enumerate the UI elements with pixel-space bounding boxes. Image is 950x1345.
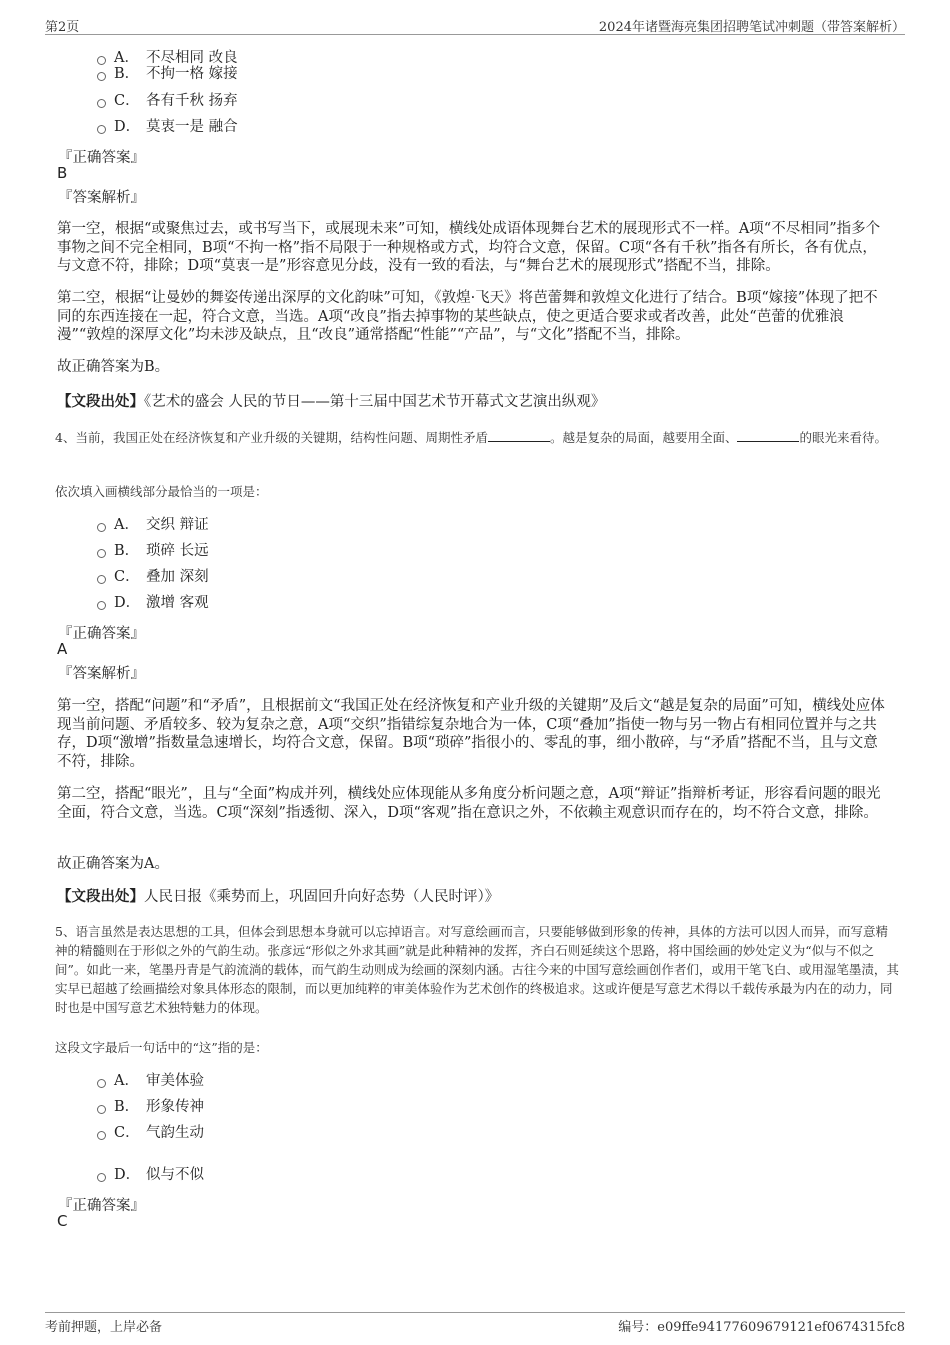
q4-option-d[interactable]: D． 激增 客观 xyxy=(97,592,209,614)
q4-prompt: 依次填入画横线部分最恰当的一项是： xyxy=(55,484,268,499)
page-number: 第2页 xyxy=(45,20,80,35)
q5-stem: 5、语言虽然是表达思想的工具，但体会到思想本身就可以忘掉语言。对写意绘画而言，只要能够做到形象的传神，具体的方法可以因人而异，而写意精神的精髓则在于形似之外的气韵生动。张彦远“形似之外求其画”就是此种精神的发挥，齐白石则延续这个思路，将中国绘画的妙处定义为“似与不似之间”。如此一来，笔墨丹青是气韵流淌的载体，而气韵生动则成为绘画的深刻内涵。古往今来的中国写意绘画创作者们，或用干笔飞白、或用湿笔墨渍，其实早已超越了绘画描绘对象具体形态的限制，而以更加纯粹的审美体验作为艺术创作的终极追求。这或许便是写意艺术得以千载传承最为内在的动力，同时也是中国写意艺术独特魅力的体现。 xyxy=(55,924,899,1015)
q3-option-c[interactable]: C． 各有千秋 扬弃 xyxy=(97,90,238,112)
source-label: 【文段出处】 xyxy=(57,888,144,905)
q5-answer: C xyxy=(57,1212,68,1230)
q5-option-b[interactable]: B． 形象传神 xyxy=(97,1096,204,1118)
q4-option-b[interactable]: B． 琐碎 长远 xyxy=(97,540,209,562)
q4-stem: 4、当前，我国正处在经济恢复和产业升级的关键期，结构性问题、周期性矛盾 。越是复杂的局面，越要用全面、 的眼光来看待。 xyxy=(55,430,887,445)
q3-analysis-paragraph-2: 第二空，根据“让曼妙的舞姿传递出深厚的文化韵味”可知，《敦煌·飞天》将芭蕾舞和敦煌文化进行了结合。B项“嫁接”体现了把不同的东西连接在一起，符合文意，当选。A项“改良”指去掉事物的某些缺点，使之更适合要求或者改善，此处“芭蕾的优雅浪漫”“敦煌的深厚文化”均未涉及缺点，且“改良”通常搭配“性能”“产品”，与“文化”搭配不当，排除。 xyxy=(57,290,878,343)
radio-icon[interactable] xyxy=(97,1131,106,1140)
q4-analysis-paragraph-2: 第二空，搭配“眼光”，且与“全面”构成并列，横线处应体现能从多角度分析问题之意，A项“辩证”指辩析考证，形容看问题的眼光全面，符合文意，当选。C项“深刻”指透彻、深入，D项“客观”指在意识之外，不依赖主观意识而存在的，均不符合文意，排除。 xyxy=(57,786,881,821)
q3-option-a[interactable]: A． 不尽相同 改良 xyxy=(97,47,238,69)
q5-option-a[interactable]: A． 审美体验 xyxy=(97,1070,204,1092)
q3-answer: B xyxy=(57,164,68,182)
q3-analysis-paragraph-1: 第一空，根据“或聚焦过去，或书写当下，或展现未来”可知，横线处成语体现舞台艺术的展现形式不一样。A项“不尽相同”指多个事物之间不完全相同，B项“不拘一格”指不局限于一种规格或方式，均符合文意，保留。C项“各有千秋”指各有所长，各有优点，与文意不符，排除；D项“莫衷一是”形容意见分歧，没有一致的看法，与“舞台艺术的展现形式”搭配不当，排除。 xyxy=(57,221,881,274)
radio-icon[interactable] xyxy=(97,523,106,532)
blank-line xyxy=(737,429,799,442)
q3-option-b[interactable]: B． 不拘一格 嫁接 xyxy=(97,63,238,85)
source-text: 人民日报《乘势而上，巩固回升向好态势（人民时评）》 xyxy=(144,889,500,905)
radio-icon[interactable] xyxy=(97,125,106,134)
q4-conclusion: 故正确答案为A。 xyxy=(57,856,169,872)
source-text: 《艺术的盛会 人民的节日——第十三届中国艺术节开幕式文艺演出纵观》 xyxy=(144,394,606,410)
q3-option-d[interactable]: D． 莫衷一是 融合 xyxy=(97,116,238,138)
q4-source xyxy=(57,888,887,907)
q3-conclusion: 故正确答案为B。 xyxy=(57,359,170,375)
q4-analysis-paragraph-1: 第一空，搭配“问题”和“矛盾”，且根据前文“我国正处在经济恢复和产业升级的关键期”及后文“越是复杂的局面”可知，横线处应体现当前问题、矛盾较多、较为复杂之意，A项“交织”指错综复杂地合为一体，C项“叠加”指使一物与另一物占有相同位置并与之共存，D项“激增”指数量急速增长，均符合文意，保留。B项“琐碎”指很小的、零乱的事，细小散碎，与“矛盾”搭配不当，且与文意不符，排除。 xyxy=(57,698,885,770)
q4-option-c[interactable]: C． 叠加 深刻 xyxy=(97,566,209,588)
blank-line xyxy=(488,429,550,442)
q5-option-d[interactable]: D． 似与不似 xyxy=(97,1164,204,1186)
q5-option-c[interactable]: C． 气韵生动 xyxy=(97,1122,204,1144)
q5-prompt: 这段文字最后一句话中的“这”指的是： xyxy=(55,1040,268,1055)
q4-answer-label: 『正确答案』 xyxy=(58,626,145,642)
radio-icon[interactable] xyxy=(97,1173,106,1182)
radio-icon[interactable] xyxy=(97,1079,106,1088)
radio-icon[interactable] xyxy=(97,549,106,558)
radio-icon[interactable] xyxy=(97,72,106,81)
q3-source xyxy=(57,393,887,412)
q5-answer-label: 『正确答案』 xyxy=(58,1198,145,1214)
radio-icon[interactable] xyxy=(97,601,106,610)
radio-icon[interactable] xyxy=(97,575,106,584)
footer-slogan: 考前押题，上岸必备 xyxy=(45,1320,163,1335)
q4-answer: A xyxy=(57,640,68,658)
source-label: 【文段出处】 xyxy=(57,393,144,410)
page-footer xyxy=(45,1312,905,1337)
q3-analysis-label: 『答案解析』 xyxy=(58,190,145,206)
document-title: 2024年诸暨海亮集团招聘笔试冲刺题（带答案解析） xyxy=(598,20,905,35)
q4-analysis-label: 『答案解析』 xyxy=(58,666,145,682)
radio-icon[interactable] xyxy=(97,99,106,108)
radio-icon[interactable] xyxy=(97,1105,106,1114)
q4-option-a[interactable]: A． 交织 辩证 xyxy=(97,514,209,536)
q3-answer-label: 『正确答案』 xyxy=(58,150,145,166)
document-id: 编号：e09ffe94177609679121ef0674315fc8 xyxy=(618,1320,905,1335)
page-header xyxy=(45,14,905,35)
